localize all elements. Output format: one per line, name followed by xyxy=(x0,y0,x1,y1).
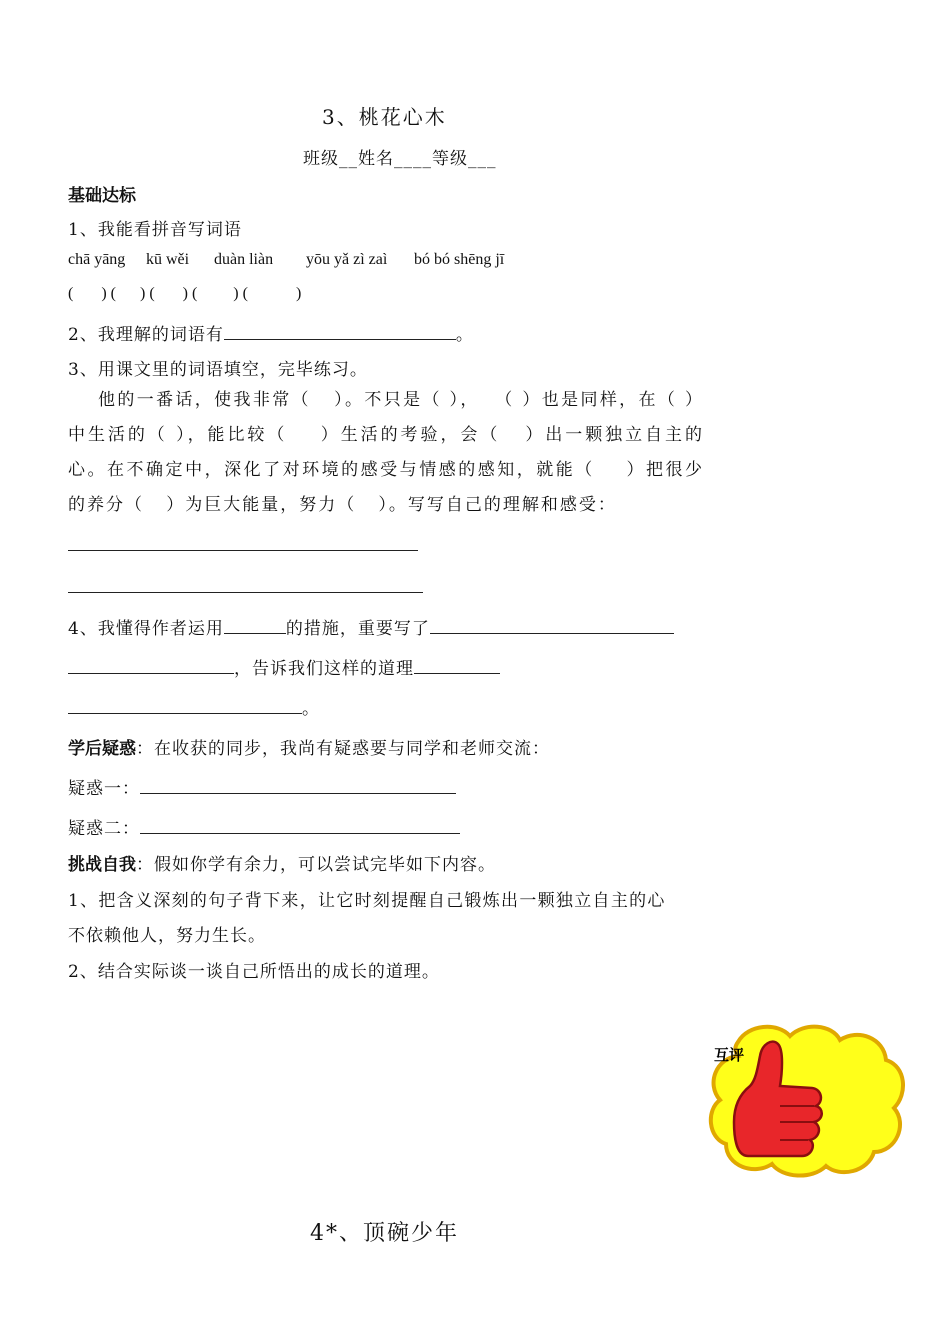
writing-line-1[interactable] xyxy=(68,550,418,551)
section-heading-challenge: 挑战自我 xyxy=(68,855,136,875)
question-4-part-2: 的措施，重要写了 xyxy=(285,619,430,639)
challenge-item-2: 2、结合实际谈一谈自己所悟出的成长的道理。 xyxy=(68,962,440,982)
question-4-line-2 xyxy=(68,654,500,679)
lesson-title: 3、桃花心木 xyxy=(322,105,447,129)
answer-blank[interactable] xyxy=(68,696,302,714)
doubt-2-label: 疑惑二： xyxy=(68,819,140,839)
challenge-item-1-line-1: 1、把含义深刻的句子背下来，让它时刻提醒自己锻炼出一颗独立自主的心 xyxy=(68,891,666,911)
doubt-intro xyxy=(68,734,550,759)
pinyin-1: chā yāng xyxy=(68,251,126,268)
pinyin-5: bó bó shēng jī xyxy=(414,251,505,268)
answer-brackets[interactable]: ( ) ( ) ( ) ( ) ( ) xyxy=(68,285,302,302)
section-heading-doubt: 学后疑惑 xyxy=(68,739,136,759)
question-4-line-1 xyxy=(68,614,674,639)
question-3-label: 3、用课文里的词语填空，完毕练习。 xyxy=(68,360,368,380)
pinyin-4: yōu yǎ zì zaì xyxy=(306,251,388,268)
question-2 xyxy=(68,320,474,345)
paragraph-text: 他的一番话，使我非常（ ）。不只是（ ）， （ ）也是同样，在（ ）中生活的（ ），能比较（ ）生活的考验，会（ ）出一颗独立自主的心。在不确定中，深化了对环境的感受与情感的感知，就能（ ）把很少的养分（ ）为巨大能量，努力（ ）。写写自己的理解和感受： xyxy=(68,390,704,515)
section-heading-basic: 基础达标 xyxy=(68,186,136,206)
question-1-label: 1、我能看拼音写词语 xyxy=(68,220,242,240)
doubt-2-input[interactable] xyxy=(140,816,460,834)
question-2-prefix: 2、我理解的词语有 xyxy=(68,325,224,345)
doubt-1 xyxy=(68,774,456,799)
answer-blank[interactable] xyxy=(68,656,234,674)
next-lesson-title: 4*、顶碗少年 xyxy=(310,1221,459,1246)
writing-line-2[interactable] xyxy=(68,592,423,593)
challenge-item-1-line-2: 不依赖他人，努力生长。 xyxy=(68,926,266,946)
challenge-intro-text: ：假如你学有余力，可以尝试完毕如下内容。 xyxy=(136,855,496,875)
challenge-intro xyxy=(68,850,496,875)
pinyin-3: duàn liàn xyxy=(214,251,274,268)
doubt-intro-text: ：在收获的同步，我尚有疑惑要与同学和老师交流： xyxy=(136,739,550,759)
student-info-line: 班级__姓名____等级___ xyxy=(303,149,497,169)
badge-label: 互评 xyxy=(714,1046,745,1064)
answer-blank[interactable] xyxy=(224,616,286,634)
question-4-line-3 xyxy=(68,694,320,719)
doubt-2 xyxy=(68,814,460,839)
pinyin-2: kū wěi xyxy=(146,251,190,268)
doubt-1-input[interactable] xyxy=(140,776,456,794)
question-4-part-1: 4、我懂得作者运用 xyxy=(68,619,224,639)
answer-blank[interactable] xyxy=(414,656,500,674)
question-2-suffix: 。 xyxy=(455,325,474,345)
question-4-part-4: 。 xyxy=(302,699,320,719)
answer-blank[interactable] xyxy=(224,322,456,340)
answer-blank[interactable] xyxy=(430,616,674,634)
doubt-1-label: 疑惑一： xyxy=(68,779,140,799)
peer-review-badge xyxy=(708,1022,908,1178)
fill-in-paragraph xyxy=(68,383,704,523)
question-4-part-3: ，告诉我们这样的道理 xyxy=(234,659,414,679)
